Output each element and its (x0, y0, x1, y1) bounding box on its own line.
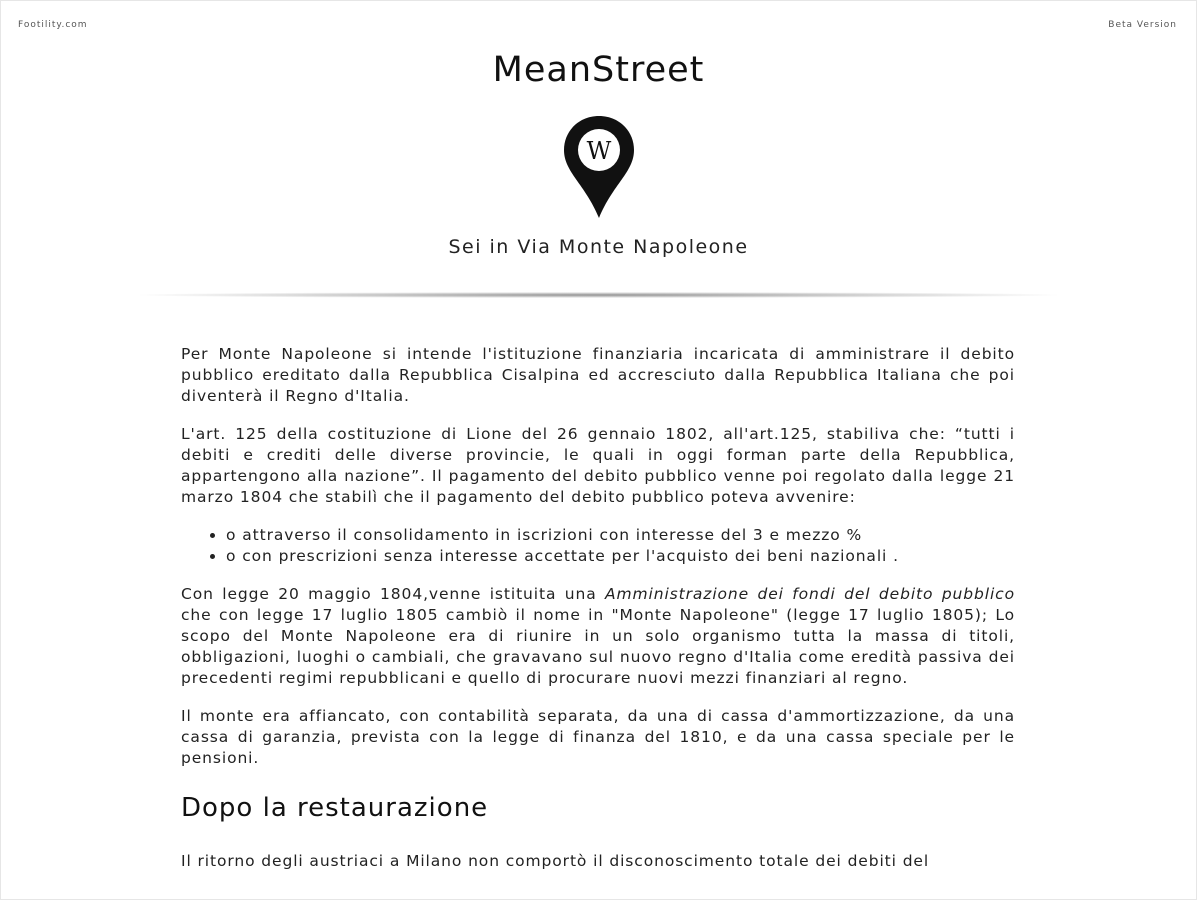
paragraph-4: Il monte era affiancato, con contabilità separata, da una di cassa d'ammortizzazione, da una cassa di garanzia, prevista con la legge di finanza del 1810, e da una cassa speciale per le pensioni. (181, 707, 1015, 767)
paragraph-3 (181, 584, 1015, 689)
list-item: • o attraverso il consolidamento in iscrizioni con interesse del 3 e mezzo % (226, 525, 1015, 546)
version-label: Beta Version (1108, 20, 1177, 30)
list-item: • o con prescrizioni senza interesse accettate per l'acquisto dei beni nazionali . (226, 546, 1015, 567)
payment-list (181, 525, 1015, 567)
paragraph-3-end: che con legge 17 luglio 1805 cambiò il nome in "Monte Napoleone" (legge 17 luglio 1805); Lo scopo del Monte Napoleone era di riunire in un solo organismo tutta la massa di titoli, obbligazioni, luoghi o cambiali, che gravavano sul nuovo regno d'Italia come eredità passiva dei precedenti regimi repubblicani e quello di procurare nuovi mezzi finanziari al regno. (181, 606, 1015, 687)
site-name[interactable]: Footility.com (18, 20, 88, 30)
pin-letter: W (586, 137, 612, 165)
paragraph-3-emphasis: Amministrazione dei fondi del debito pubblico (605, 585, 1015, 603)
paragraph-3-start: Con legge 20 maggio 1804,venne istituita una (181, 585, 606, 603)
paragraph-2: L'art. 125 della costituzione di Lione del 26 gennaio 1802, all'art.125, stabiliva che: “tutti i debiti e crediti delle diverse provincie, le quali in oggi forman parte della Repubblica, appartengono alla nazione”. Il pagamento del debito pubblico venne poi regolato dalla legge 21 marzo 1804 che stabilì che il pagamento del debito pubblico poteva avvenire: (181, 425, 1015, 506)
section-heading: Dopo la restaurazione (181, 793, 489, 823)
paragraph-5: Il ritorno degli austriaci a Milano non comportò il disconoscimento totale dei debiti del (181, 852, 930, 870)
divider (140, 292, 1057, 298)
location-label: Sei in Via Monte Napoleone (448, 236, 749, 258)
article-body (181, 344, 1015, 889)
app-title: MeanStreet (492, 50, 705, 90)
wikipedia-map-pin-icon[interactable] (562, 114, 636, 220)
paragraph-1: Per Monte Napoleone si intende l'istituzione finanziaria incaricata di amministrare il debito pubblico ereditato dalla Repubblica Cisalpina ed accresciuto dalla Repubblica Italiana che poi diventerà il Regno d'Italia. (181, 345, 1015, 405)
